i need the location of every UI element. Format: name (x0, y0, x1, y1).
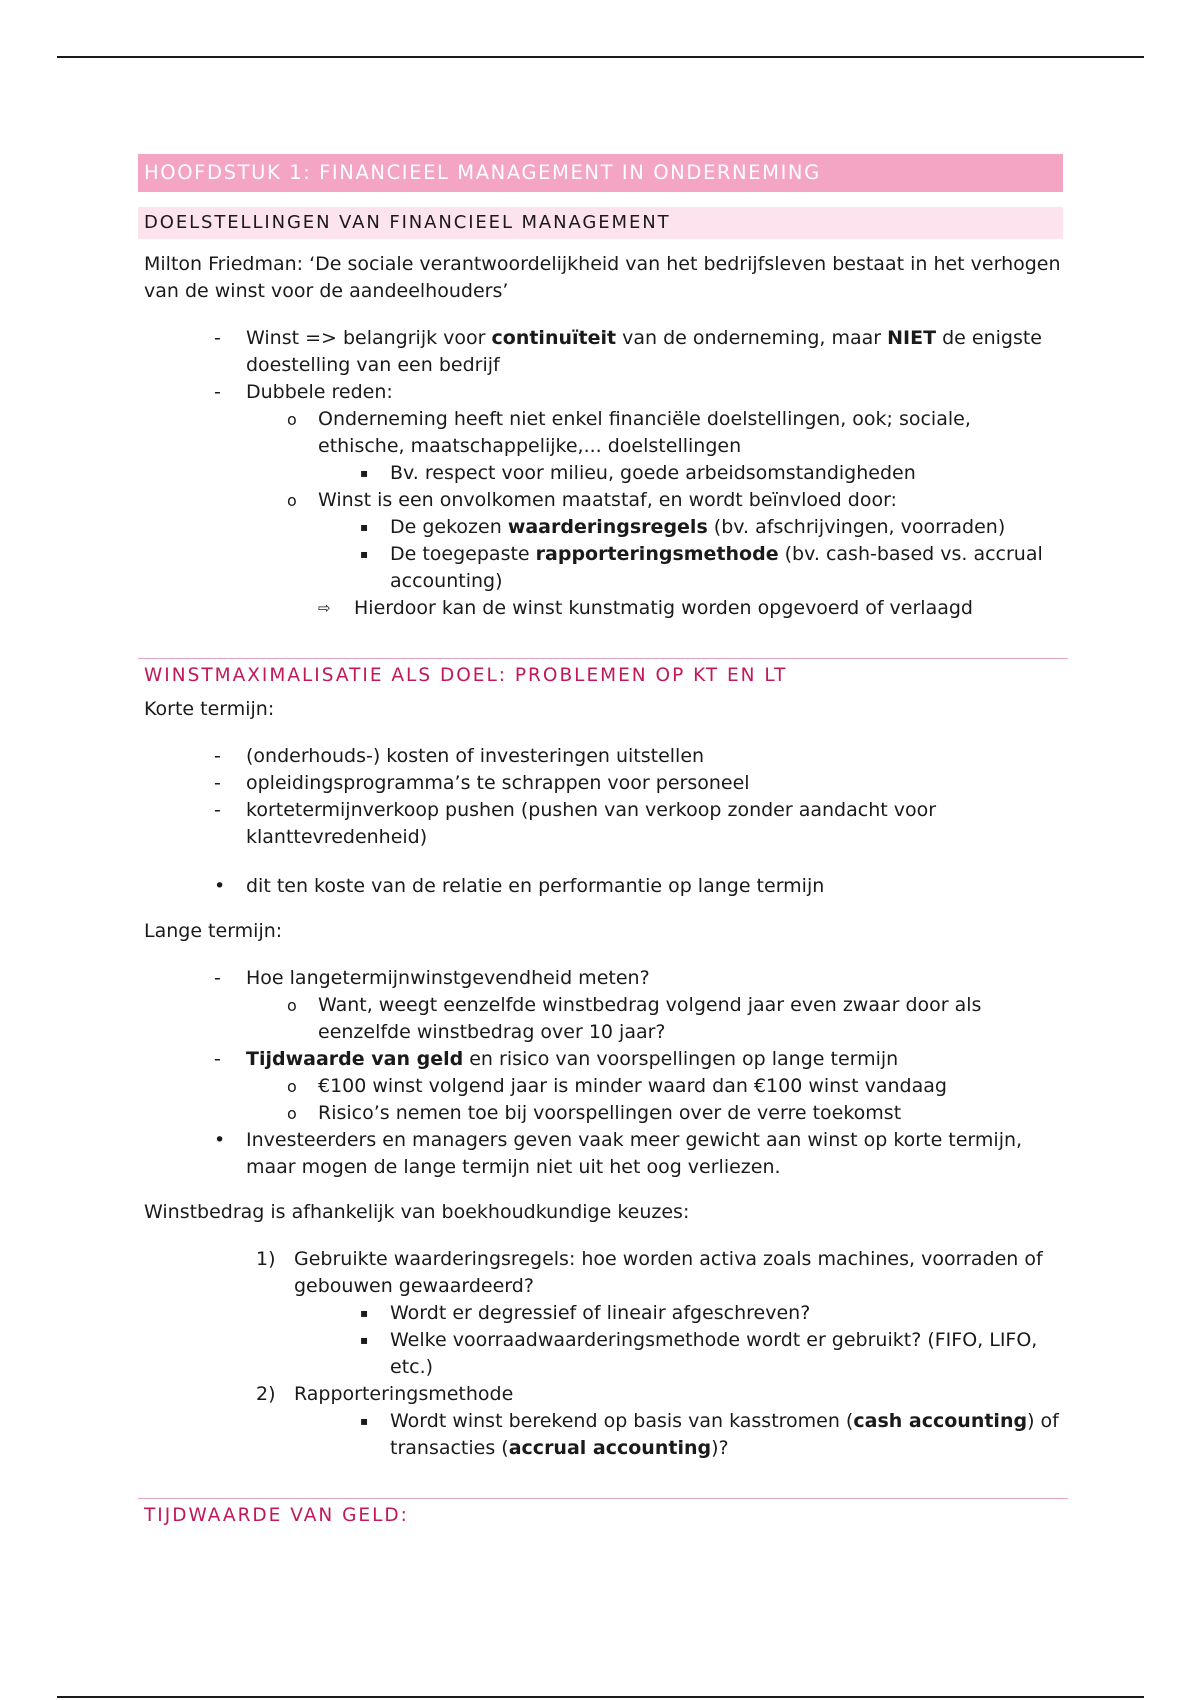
long-term-label: Lange termijn: (144, 920, 283, 942)
list-item (138, 1327, 1063, 1381)
list-item (138, 1073, 1063, 1100)
list-item-text: Want, weegt eenzelfde winstbedrag volgend jaar even zwaar door als eenzelfde winstbedrag over 10 jaar? (318, 994, 982, 1043)
list-item (138, 487, 1063, 514)
section-title-doelstellingen: DOELSTELLINGEN VAN FINANCIEEL MANAGEMENT (138, 207, 1063, 239)
dash-marker: - (214, 799, 221, 821)
list-item (138, 460, 1063, 487)
square-marker: ▪ (360, 1333, 369, 1347)
list-item-text: Gebruikte waarderingsregels: hoe worden activa zoals machines, voorraden of gebouwen gewaardeerd? (294, 1248, 1043, 1297)
list-item (138, 595, 1063, 622)
dash-marker: - (214, 772, 221, 794)
circle-marker: o (287, 1104, 297, 1123)
list-item-text: Hierdoor kan de winst kunstmatig worden opgevoerd of verlaagd (354, 597, 973, 619)
list-item (138, 514, 1063, 541)
section-title-tijdwaarde: TIJDWAARDE VAN GELD: (138, 1498, 1068, 1526)
list-item-text: Wordt er degressief of lineair afgeschreven? (390, 1302, 811, 1324)
list-item (138, 541, 1063, 595)
square-marker: ▪ (360, 466, 369, 480)
list-item-text: Wordt winst berekend op basis van kasstromen (cash accounting) of transacties (accrual accounting)? (390, 1410, 1059, 1459)
bullet-marker: • (214, 875, 226, 897)
list-item-text: opleidingsprogramma’s te schrappen voor personeel (246, 772, 750, 794)
short-term-label: Korte termijn: (144, 698, 275, 720)
circle-marker: o (287, 410, 297, 429)
section-title-winstmaximalisatie: WINSTMAXIMALISATIE ALS DOEL: PROBLEMEN OP KT EN LT (138, 658, 1068, 686)
page-bottom-rule (57, 1696, 1144, 1698)
list-item-text: Risico’s nemen toe bij voorspellingen over de verre toekomst (318, 1102, 902, 1124)
list-item-text: Rapporteringsmethode (294, 1383, 514, 1405)
list-item-text: Onderneming heeft niet enkel financiële doelstellingen, ook; sociale, ethische, maatschappelijke,... doelstellingen (318, 408, 971, 457)
list-item (138, 1408, 1063, 1462)
list-item-text: €100 winst volgend jaar is minder waard dan €100 winst vandaag (318, 1075, 947, 1097)
dash-marker: - (214, 327, 221, 349)
list-item (138, 992, 1063, 1046)
bullet-marker: • (214, 1129, 226, 1151)
list-item (138, 1100, 1063, 1127)
list-item (138, 325, 1063, 379)
circle-marker: o (287, 996, 297, 1015)
square-marker: ▪ (360, 1414, 369, 1428)
intro-paragraph: Milton Friedman: ‘De sociale verantwoordelijkheid van het bedrijfsleven bestaat in het verhogen van de winst voor de aandeelhouders’ (144, 253, 1061, 302)
square-marker: ▪ (360, 520, 369, 534)
list-item (138, 873, 1063, 900)
list-item-text: Winst is een onvolkomen maatstaf, en wordt beïnvloed door: (318, 489, 897, 511)
list-item-text: kortetermijnverkoop pushen (pushen van verkoop zonder aandacht voor klanttevredenheid) (246, 799, 937, 848)
list-item (138, 770, 1063, 797)
dash-marker: - (214, 967, 221, 989)
arrow-marker: ⇨ (318, 599, 331, 617)
list-item (138, 379, 1063, 406)
list-item (138, 1246, 1063, 1300)
list-item-text: De toegepaste rapporteringsmethode (bv. cash-based vs. accrual accounting) (390, 543, 1043, 592)
list-item (138, 1300, 1063, 1327)
list-item-text: Welke voorraadwaarderingsmethode wordt er gebruikt? (FIFO, LIFO, etc.) (390, 1329, 1038, 1378)
list-item (138, 965, 1063, 992)
dash-marker: - (214, 381, 221, 403)
list-item-text: dit ten koste van de relatie en performantie op lange termijn (246, 875, 825, 897)
page-top-rule (57, 56, 1144, 58)
list-item-text: Investeerders en managers geven vaak meer gewicht aan winst op korte termijn, maar mogen de lange termijn niet uit het oog verliezen. (246, 1129, 1023, 1178)
square-marker: ▪ (360, 547, 369, 561)
choices-label: Winstbedrag is afhankelijk van boekhoudkundige keuzes: (144, 1201, 690, 1223)
list-item (138, 743, 1063, 770)
list-item (138, 1046, 1063, 1073)
list-item-text: De gekozen waarderingsregels (bv. afschrijvingen, voorraden) (390, 516, 1006, 538)
number-marker: 2) (256, 1383, 276, 1405)
square-marker: ▪ (360, 1306, 369, 1320)
list-item (138, 406, 1063, 460)
list-item (138, 1381, 1063, 1408)
chapter-title: HOOFDSTUK 1: FINANCIEEL MANAGEMENT IN ONDERNEMING (138, 154, 1063, 192)
list-item-text: Winst => belangrijk voor continuïteit van de onderneming, maar NIET de enigste doestelling van een bedrijf (246, 327, 1042, 376)
document-body (138, 154, 1063, 1536)
circle-marker: o (287, 1077, 297, 1096)
list-item-text: (onderhouds-) kosten of investeringen uitstellen (246, 745, 705, 767)
dash-marker: - (214, 745, 221, 767)
number-marker: 1) (256, 1248, 276, 1270)
dash-marker: - (214, 1048, 221, 1070)
list-item-text: Hoe langetermijnwinstgevendheid meten? (246, 967, 650, 989)
list-item-text: Dubbele reden: (246, 381, 393, 403)
list-item-text: Bv. respect voor milieu, goede arbeidsomstandigheden (390, 462, 916, 484)
list-item-text: Tijdwaarde van geld en risico van voorspellingen op lange termijn (246, 1048, 899, 1070)
list-item (138, 1127, 1063, 1181)
circle-marker: o (287, 491, 297, 510)
list-item (138, 797, 1063, 851)
